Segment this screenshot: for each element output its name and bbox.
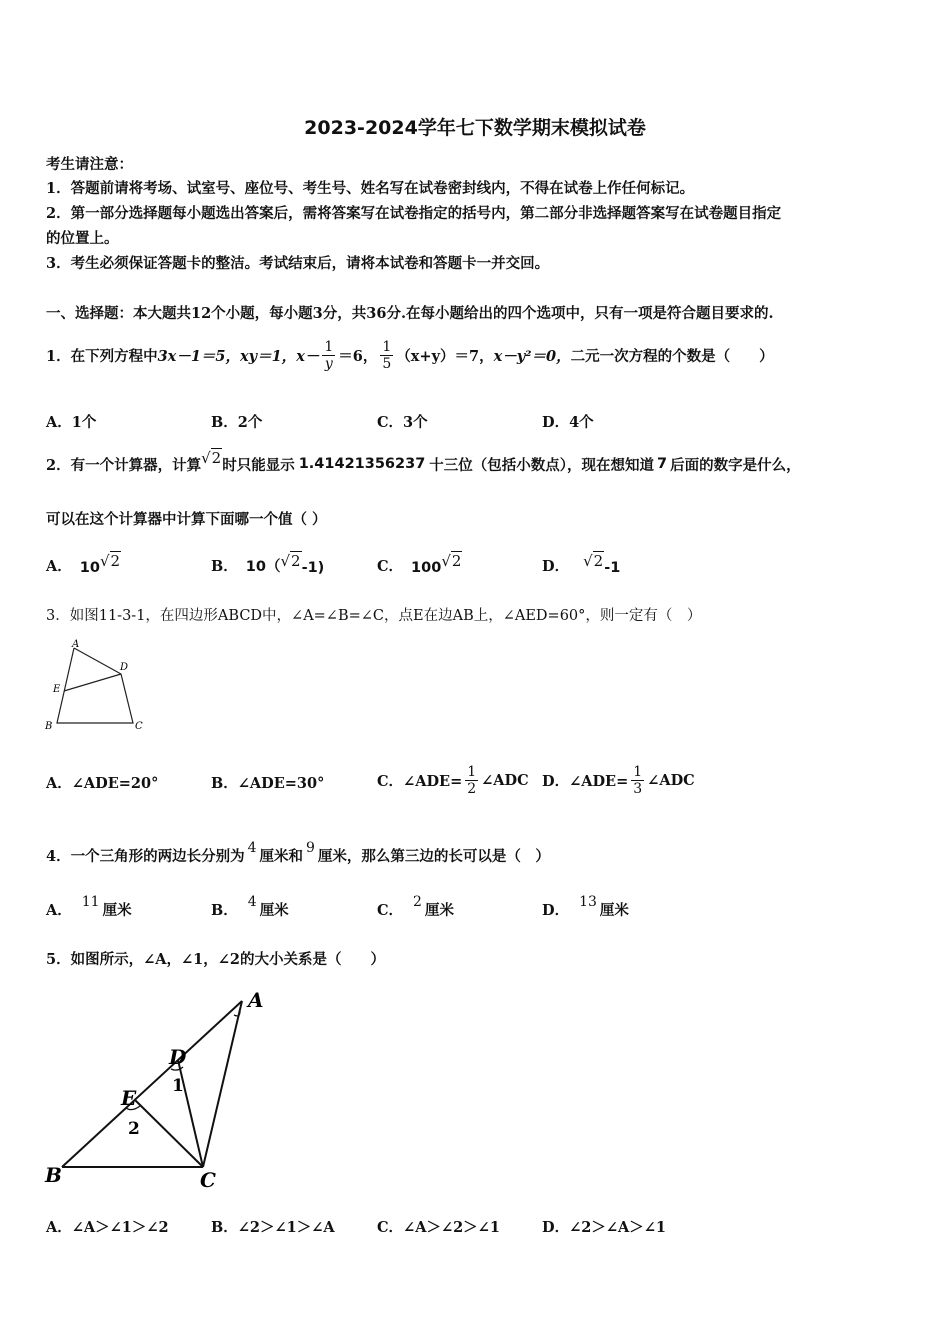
question-1 [46, 330, 774, 380]
q1-eq1: 3x－1＝5， [157, 347, 241, 365]
q3-option-c[interactable]: C．∠ADE= $\frac{1}{2}$ ∠ADC [377, 763, 529, 797]
q2-option-d[interactable]: D． √2 -1 [542, 552, 621, 576]
q4-option-d[interactable]: D． 13 厘米 [542, 894, 629, 919]
q3-label-a: A [72, 639, 80, 650]
q5-option-d[interactable]: D．∠2＞∠A＞∠1 [542, 1219, 666, 1236]
q5-label-c: C [200, 1168, 216, 1192]
q4-option-a[interactable]: A． 11 厘米 [46, 894, 132, 919]
q2-number: 1.41421356237 [298, 456, 426, 472]
q2-option-b-sqrt: √2 [280, 552, 301, 570]
q2-option-b[interactable]: B． 10（ √2 -1) [211, 552, 325, 576]
q1-option-c[interactable]: C．3个 [377, 414, 428, 431]
q3-label-d: D [120, 662, 129, 673]
q3-option-c-fraction: $\frac{1}{2}$ [467, 763, 477, 797]
section-heading: 一、选择题：本大题共12个小题，每小题3分，共36分.在每小题给出的四个选项中，只有一项是符合题目要求的. [46, 305, 774, 322]
q1-fraction-1: $\frac{1}{y}$ [324, 338, 334, 372]
q5-triangle-figure [40, 985, 280, 1195]
q1-eq5: x－y²＝0， [493, 347, 571, 365]
q1-option-d[interactable]: D．4个 [542, 414, 594, 431]
question-4: 4．一个三角形的两边长分别为 4 厘米和 9 厘米，那么第三边的长可以是（ ） [46, 840, 550, 865]
q5-label-a: A [248, 988, 264, 1012]
q5-label-1: 1 [172, 1076, 184, 1096]
q2-suffix: 十三位（包括小数点），现在想知道 [429, 456, 655, 474]
q3-option-a[interactable]: A．∠ADE=20° [46, 775, 159, 792]
q3-label-e: E [53, 684, 61, 695]
page-title: 2023-2024学年七下数学期末模拟试卷 [304, 117, 646, 139]
q2-option-a[interactable]: A． 10 √2 [46, 552, 121, 576]
q2-option-d-sqrt: √2 [583, 552, 604, 570]
q2-mid: 时只能显示 [222, 456, 295, 474]
q5-option-b[interactable]: B．∠2＞∠1＞∠A [211, 1219, 335, 1236]
q3-label-b: B [45, 721, 53, 732]
question-2 [46, 446, 801, 482]
q1-option-b[interactable]: B．2个 [211, 414, 263, 431]
q1-prefix: 1．在下列方程中 [46, 347, 158, 365]
q1-eq2: xy＝1， [240, 347, 297, 365]
q2-sqrt: √2 [201, 449, 222, 467]
notice-line-1: 1．答题前请将考场、试室号、座位号、考生号、姓名写在试卷密封线内，不得在试卷上作任何标记。 [46, 180, 695, 197]
q4-value-2: 9 [306, 840, 315, 856]
q1-eq3a: x－ [296, 347, 320, 365]
notice-line-3: 3．考生必须保证答题卡的整洁。考试结束后，请将本试卷和答题卡一并交回。 [46, 255, 550, 272]
q4-option-b[interactable]: B． 4 厘米 [211, 894, 289, 919]
q1-eq4: （x+y）＝7， [396, 347, 494, 365]
q5-label-e: E [121, 1086, 137, 1110]
notice-heading: 考生请注意： [46, 156, 133, 173]
q5-option-a[interactable]: A．∠A＞∠1＞∠2 [46, 1219, 169, 1236]
q2-seven: 7 [657, 456, 668, 472]
q5-label-d: D [169, 1045, 187, 1069]
q1-eq3b: ＝6， [338, 347, 378, 365]
q1-suffix: 二元一次方程的个数是（ ） [570, 347, 774, 365]
q3-option-b[interactable]: B．∠ADE=30° [211, 775, 325, 792]
notice-line-2: 2．第一部分选择题每小题选出答案后，需将答案写在试卷指定的括号内，第二部分非选择题答案写在试卷题目指定 [46, 205, 782, 222]
q2-suffix-2: 后面的数字是什么， [670, 456, 801, 474]
q3-quadrilateral-figure [40, 636, 160, 736]
q5-label-b: B [45, 1163, 62, 1187]
q5-label-2: 2 [128, 1119, 140, 1139]
q3-option-d[interactable]: D．∠ADE= $\frac{1}{3}$ ∠ADC [542, 763, 695, 797]
q1-fraction-2: $\frac{1}{5}$ [382, 338, 392, 372]
q2-prefix: 2．有一个计算器，计算 [46, 456, 202, 474]
q2-option-c-sqrt: √2 [441, 552, 462, 570]
notice-line-2b: 的位置上。 [46, 230, 119, 247]
q1-option-a[interactable]: A．1个 [46, 414, 97, 431]
q2-option-a-sqrt: √2 [99, 552, 121, 570]
q2-line-2: 可以在这个计算器中计算下面哪一个值（ ） [46, 511, 327, 528]
q2-option-c[interactable]: C． 100 √2 [377, 552, 462, 576]
question-5: 5．如图所示，∠A，∠1，∠2的大小关系是（ ） [46, 951, 385, 968]
q5-option-c[interactable]: C．∠A＞∠2＞∠1 [377, 1219, 500, 1236]
q3-label-c: C [135, 721, 143, 732]
q3-option-d-fraction: $\frac{1}{3}$ [633, 763, 643, 797]
q4-value-1: 4 [247, 840, 257, 856]
question-3: 3．如图11-3-1，在四边形ABCD中，∠A=∠B=∠C，点E在边AB上，∠AED=60°，则一定有（ ） [46, 608, 702, 624]
q4-option-c[interactable]: C． 2 厘米 [377, 894, 454, 919]
